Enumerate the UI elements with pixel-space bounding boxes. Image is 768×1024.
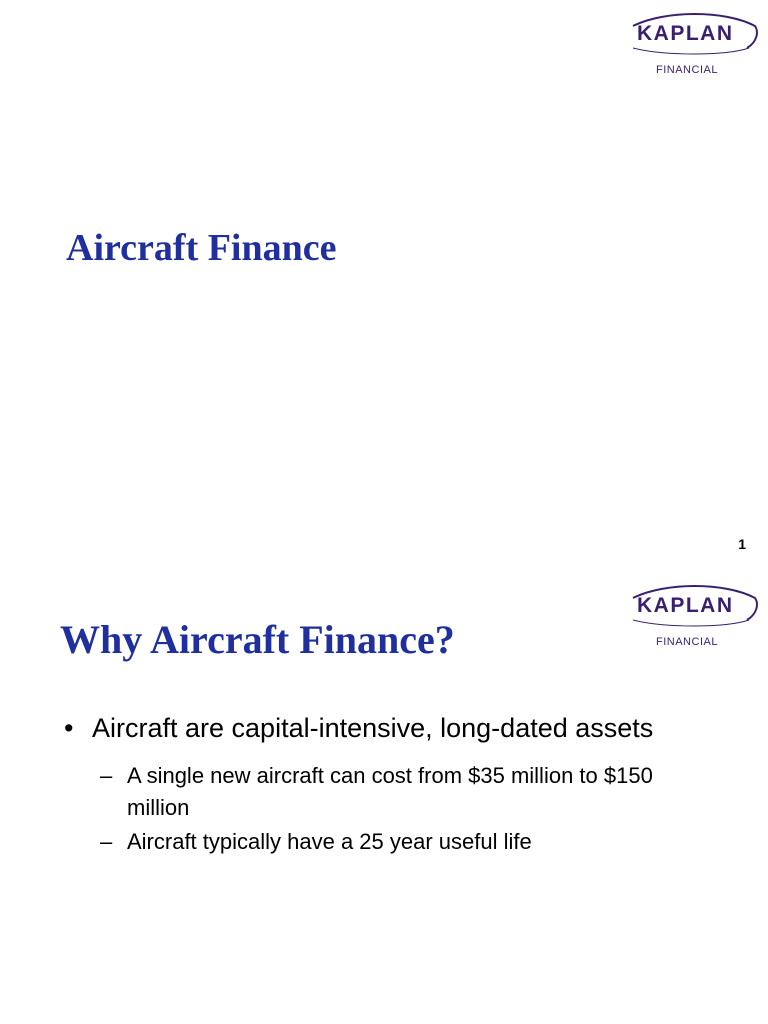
sub-bullet-item bbox=[62, 760, 712, 824]
kaplan-financial-logo bbox=[625, 4, 765, 84]
sub-bullet-list bbox=[62, 760, 712, 858]
bullet-list bbox=[62, 710, 712, 860]
slide-title: Why Aircraft Finance? bbox=[60, 617, 455, 662]
slide-title: Aircraft Finance bbox=[66, 227, 337, 269]
slide-2 bbox=[0, 564, 768, 1024]
dash-icon: – bbox=[100, 763, 113, 788]
sub-bullet-item bbox=[62, 826, 712, 858]
logo-wordmark: KAPLAN bbox=[637, 594, 734, 617]
bullet-item bbox=[62, 710, 712, 746]
sub-bullet-text: A single new aircraft can cost from $35 million to $150 million bbox=[127, 763, 653, 820]
page-number: 1 bbox=[738, 536, 746, 552]
bullet-icon: • bbox=[64, 713, 74, 743]
logo-wordmark: KAPLAN bbox=[637, 22, 734, 45]
logo-subtitle: FINANCIAL bbox=[656, 636, 718, 648]
dash-icon: – bbox=[100, 829, 113, 854]
kaplan-financial-logo bbox=[625, 576, 765, 656]
sub-bullet-text: Aircraft typically have a 25 year useful life bbox=[127, 829, 532, 854]
logo-subtitle: FINANCIAL bbox=[656, 64, 718, 76]
bullet-text: Aircraft are capital-intensive, long-dated assets bbox=[92, 713, 654, 743]
